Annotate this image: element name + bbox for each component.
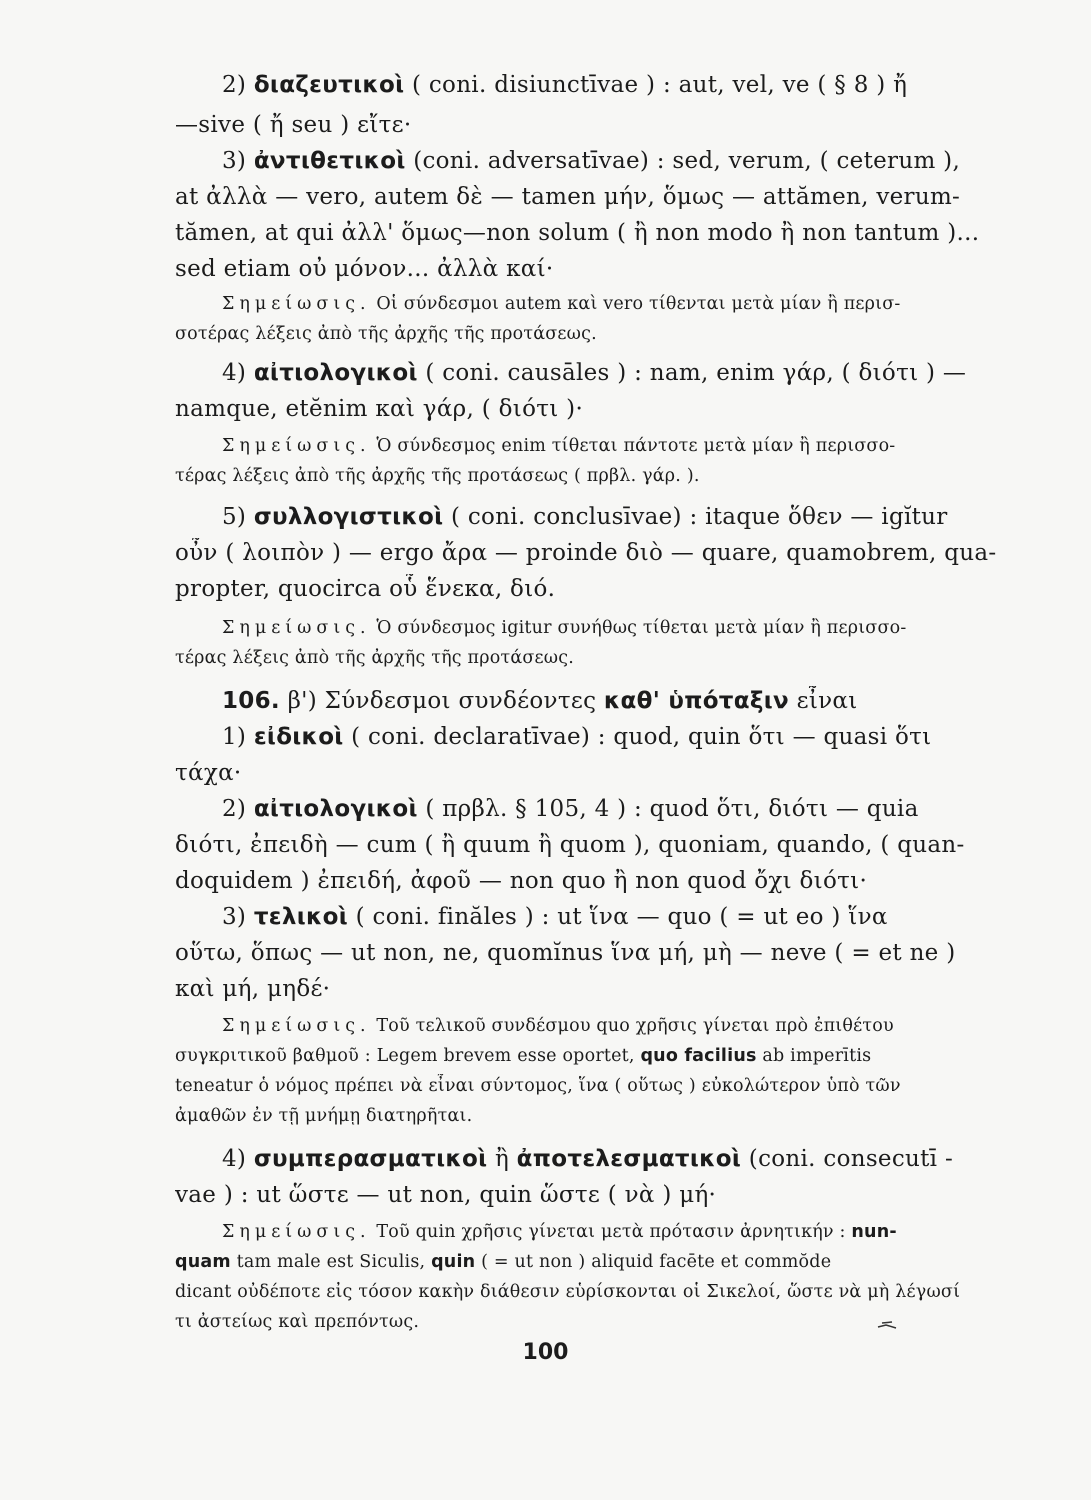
text-line: namque, etĕnim καὶ γάρ, ( διότι )· <box>175 396 584 422</box>
text-line: διότι, ἐπειδὴ — cum ( ἢ quum ἢ quom ), quoniam, quando, ( quan- <box>175 832 965 858</box>
text-line: sed etiam οὐ μόνον... ἀλλὰ καί· <box>175 256 554 282</box>
text-line: doquidem ) ἐπειδή, ἀφοῦ — non quo ἢ non quod ὄχι διότι· <box>175 868 868 894</box>
text-line: vae ) : ut ὥστε — ut non, quin ὥστε ( νὰ ) μή· <box>175 1182 717 1208</box>
section-heading: 106. β') Σύνδεσμοι συνδέοντες καθ' ὑπόταξιν εἶναι <box>222 688 858 714</box>
text-line: καὶ μή, μηδέ· <box>175 976 331 1002</box>
text-line: —sive ( ἤ seu ) εἴτε· <box>175 112 412 138</box>
note-line: Σημείωσις. Τοῦ quin χρῆσις γίνεται μετὰ πρότασιν ἀρνητικήν : nun- <box>222 1222 897 1242</box>
text-line: propter, quocirca οὗ ἕνεκα, διό. <box>175 576 556 602</box>
text-line: tămen, at qui ἀλλ' ὅμως—non solum ( ἢ non modo ἢ non tantum )... <box>175 220 980 246</box>
note-line: Σημείωσις. Ὁ σύνδεσμος enim τίθεται πάντοτε μετὰ μίαν ἢ περισσο- <box>222 436 896 456</box>
text-line: οὖν ( λοιπὸν ) — ergo ἄρα — proinde διὸ — quare, quamobrem, qua- <box>175 540 997 566</box>
text-line: 4) συμπερασματικοὶ ἢ ἀποτελεσματικοὶ (coni. consecutī - <box>222 1146 954 1172</box>
ink-smudge <box>876 1320 900 1330</box>
text-line: 4) αἰτιολογικοὶ ( coni. causāles ) : nam, enim γάρ, ( διότι ) — <box>222 360 967 386</box>
note-line: τέρας λέξεις ἀπὸ τῆς ἀρχῆς τῆς προτάσεως ( πρβλ. γάρ. ). <box>175 466 700 486</box>
note-line: Σημείωσις. Ὁ σύνδεσμος igitur συνήθως τίθεται μετὰ μίαν ἢ περισσο- <box>222 618 907 638</box>
note-line: dicant οὐδέποτε εἰς τόσον κακὴν διάθεσιν εὑρίσκονται οἱ Σικελοί, ὥστε νὰ μὴ λέγωσί <box>175 1282 961 1302</box>
text-line: τάχα· <box>175 760 242 786</box>
page-number: 100 <box>522 1340 569 1365</box>
text-line: 3) ἀντιθετικοὶ (coni. adversatīvae) : sed, verum, ( ceterum ), <box>222 148 961 174</box>
note-line: Σημείωσις. Τοῦ τελικοῦ συνδέσμου quo χρῆσις γίνεται πρὸ ἐπιθέτου <box>222 1016 894 1036</box>
text-line: 5) συλλογιστικοὶ ( coni. conclusīvae) : itaque ὅθεν — igĭtur <box>222 504 948 530</box>
note-line: ἀμαθῶν ἐν τῇ μνήμῃ διατηρῆται. <box>175 1106 473 1126</box>
note-line: teneatur ὁ νόμος πρέπει νὰ εἶναι σύντομος, ἵνα ( οὕτως ) εὐκολώτερον ὑπὸ τῶν <box>175 1076 901 1096</box>
note-line: τι ἀστείως καὶ πρεπόντως. <box>175 1312 420 1332</box>
text-line: 3) τελικοὶ ( coni. finăles ) : ut ἵνα — quo ( = ut eo ) ἵνα <box>222 904 888 930</box>
text-line: οὕτω, ὅπως — ut non, ne, quomĭnus ἵνα μή, μὴ — neve ( = et ne ) <box>175 940 956 966</box>
note-line: quam tam male est Siculis, quin ( = ut non ) aliquid facēte et commŏde <box>175 1252 832 1272</box>
note-line: σοτέρας λέξεις ἀπὸ τῆς ἀρχῆς τῆς προτάσεως. <box>175 324 597 344</box>
text-line: 2) αἰτιολογικοὶ ( πρβλ. § 105, 4 ) : quod ὅτι, διότι — quia <box>222 796 919 822</box>
text-line: 1) εἰδικοὶ ( coni. declaratīvae) : quod, quin ὅτι — quasi ὅτι <box>222 724 932 750</box>
note-line: τέρας λέξεις ἀπὸ τῆς ἀρχῆς τῆς προτάσεως. <box>175 648 575 668</box>
text-line: 2) διαζευτικοὶ ( coni. disiunctīvae ) : aut, vel, ve ( § 8 ) ἤ <box>222 72 908 98</box>
note-line: συγκριτικοῦ βαθμοῦ : Legem brevem esse oportet, quo facilius ab imperītis <box>175 1046 872 1066</box>
text-line: at ἀλλὰ — vero, autem δὲ — tamen μήν, ὅμως — attămen, verum- <box>175 184 961 210</box>
note-line: Σημείωσις. Οἱ σύνδεσμοι autem καὶ vero τίθενται μετὰ μίαν ἢ περισ- <box>222 294 901 314</box>
